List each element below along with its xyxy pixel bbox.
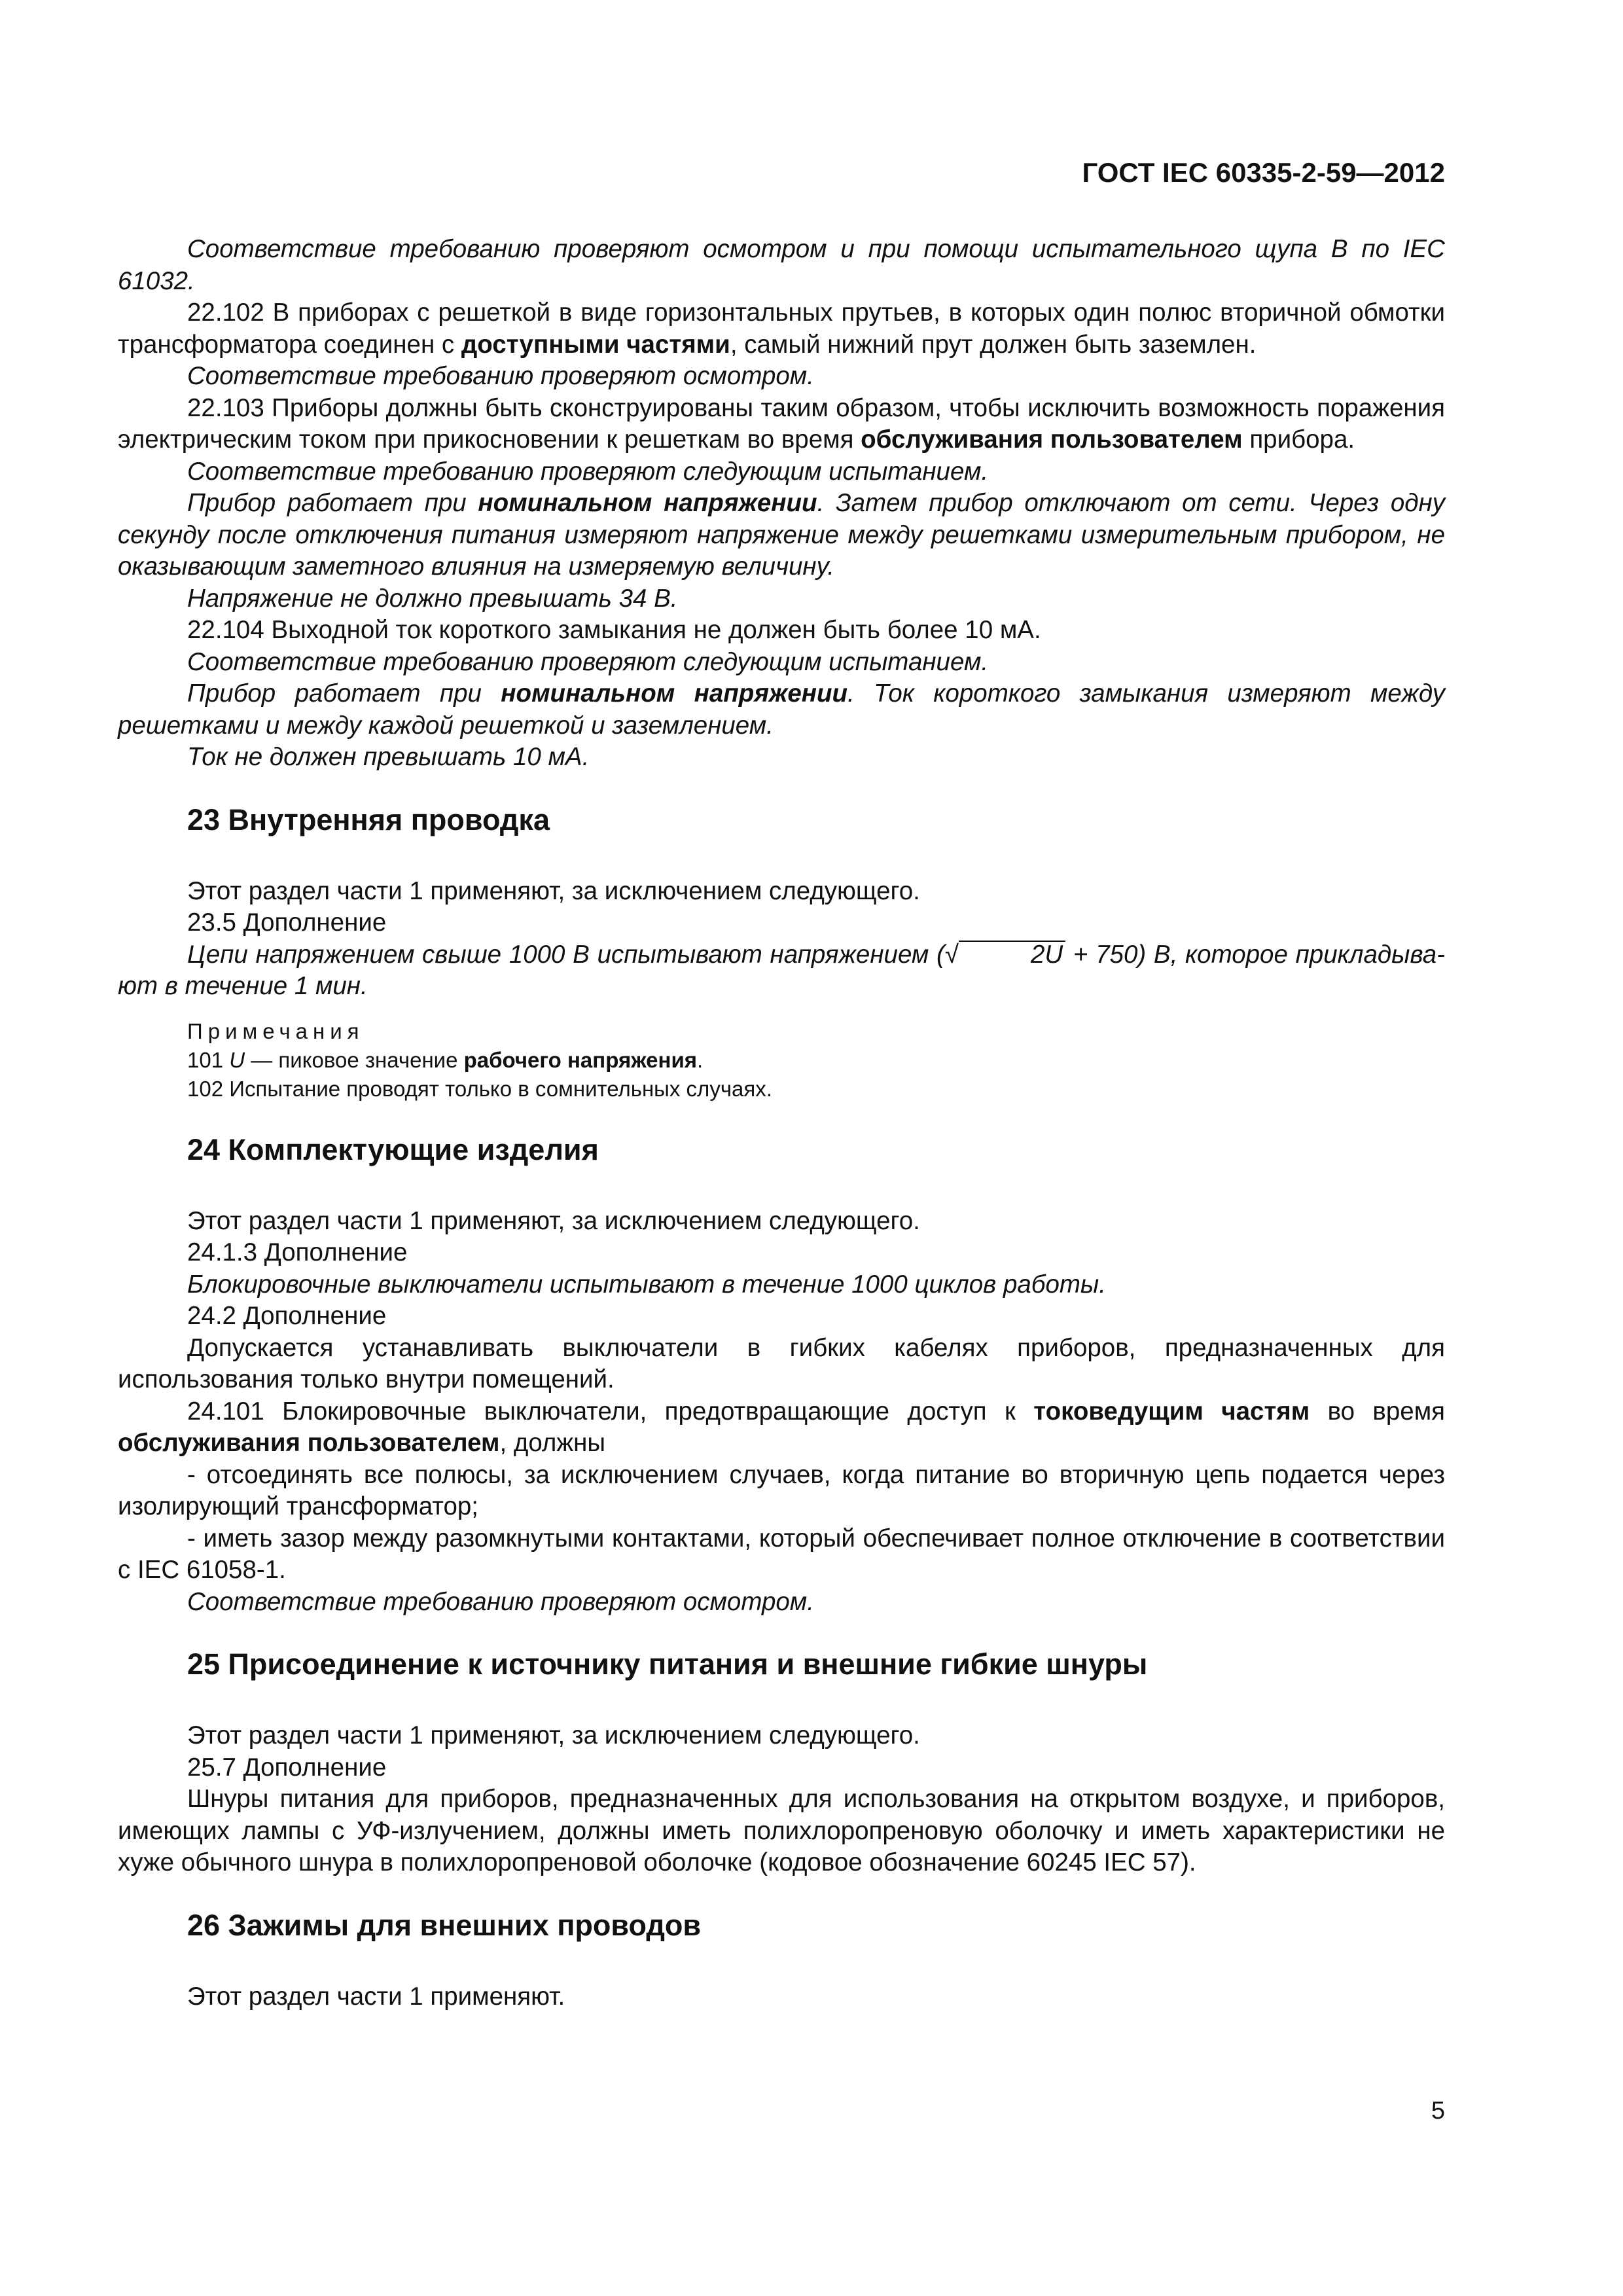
test-requirement	[118, 583, 1445, 615]
text: Соответствие требованию проверяют следующим испытанием.	[187, 457, 989, 486]
text: Прибор работает при	[187, 679, 501, 708]
section-heading-25: 25 Присоединение к источнику питания и внешние гибкие шнуры	[187, 1647, 1148, 1681]
text: Этот раздел части 1 применяют, за исключением следующего.	[187, 1206, 920, 1235]
paragraph	[118, 1206, 1445, 1238]
text: , самый нижний прут должен быть заземлен.	[730, 330, 1257, 359]
paragraph	[118, 876, 1445, 908]
text: 24.1.3 Дополнение	[187, 1238, 408, 1266]
text: - отсоединять все полюсы, за исключением случаев, когда питание во вторичную цепь подается через изолирующий трансформатор;	[118, 1460, 1445, 1520]
defined-term: рабочего напряжения	[463, 1047, 697, 1072]
paragraph	[118, 1333, 1445, 1396]
clause-24-101	[118, 1396, 1445, 1460]
compliance-note	[118, 361, 1445, 393]
note-102	[118, 1075, 1445, 1103]
list-item	[118, 1523, 1445, 1587]
text: Этот раздел части 1 применяют.	[187, 1982, 565, 2011]
text: Соответствие требованию проверяют осмотром.	[187, 1587, 814, 1616]
text: 102 Испытание проводят только в сомнительных случаях.	[187, 1076, 772, 1101]
text: , должны	[499, 1429, 606, 1457]
text: во время	[1310, 1397, 1446, 1426]
notes-title: Примечания	[187, 1018, 365, 1043]
section-heading-24: 24 Комплектующие изделия	[187, 1132, 599, 1166]
paragraph	[118, 234, 1445, 297]
text: .	[697, 1047, 704, 1072]
text: Соответствие требованию проверяют осмотром.	[187, 362, 814, 390]
text: 24.101 Блокировочные выключатели, предотвращающие доступ к	[187, 1397, 1034, 1426]
compliance-note	[118, 1587, 1445, 1619]
text: Соответствие требованию проверяют осмотром и при помощи испытательного щупа В по IEC 61032.	[118, 235, 1445, 295]
document-code-header: ГОСТ IEC 60335-2-59—2012	[1082, 157, 1445, 188]
text: 101	[187, 1047, 230, 1072]
clause-24-2	[118, 1300, 1445, 1333]
clause-24-1-3	[118, 1237, 1445, 1269]
text: — пиковое значение	[245, 1047, 464, 1072]
section-heading-23: 23 Внутренняя проводка	[187, 802, 550, 836]
text: Допускается устанавливать выключатели в гибких кабелях приборов, предназначенных для использования только внутри помещений.	[118, 1333, 1445, 1393]
text: 23.5 Дополнение	[187, 908, 387, 937]
text: Этот раздел части 1 применяют, за исключением следующего.	[187, 1721, 920, 1749]
clause-25-7	[118, 1752, 1445, 1784]
text: 25.7 Дополнение	[187, 1753, 387, 1782]
text: Соответствие требованию проверяют следующим испытанием.	[187, 647, 989, 676]
section-heading-26: 26 Зажимы для внешних проводов	[187, 1908, 702, 1942]
defined-term: доступными частями	[461, 330, 730, 359]
list-item	[118, 1460, 1445, 1523]
defined-term: обслуживания пользователем	[118, 1429, 500, 1457]
clause-23-5	[118, 907, 1445, 939]
text: + 750) В, которое прикладывают в течение 1 мин.	[118, 940, 1446, 1000]
text: 22.103 Приборы должны быть сконструированы таким образом, чтобы исключить возможность поражения электрическим током при прикосновении к решеткам во время	[118, 393, 1445, 454]
test-description	[118, 678, 1445, 742]
clause-22-102	[118, 297, 1445, 361]
text: . Ток короткого замыкания измеряют между решетками и между каждой решеткой и заземлением.	[118, 679, 1445, 740]
defined-term: токоведущим частям	[1033, 1397, 1310, 1426]
paragraph	[118, 1720, 1445, 1752]
text: Блокировочные выключатели испытывают в течение 1000 циклов работы.	[187, 1270, 1106, 1299]
defined-term: номинальном напряжении	[478, 489, 817, 517]
note-101	[118, 1046, 1445, 1075]
page-body	[118, 234, 1445, 2013]
text: Напряжение не должно превышать 34 В.	[187, 584, 678, 613]
text: Цепи напряжением свыше 1000 В испытывают напряжением (	[187, 940, 945, 969]
sqrt-symbol: √	[944, 940, 959, 969]
text: 22.102 В приборах с решеткой в виде горизонтальных прутьев, в которых один полюс вторичной обмотки трансформатора соединен с	[118, 298, 1445, 359]
text: 24.2 Дополнение	[187, 1302, 387, 1330]
paragraph	[118, 1269, 1445, 1301]
text: Ток не должен превышать 10 мА.	[187, 743, 590, 771]
text: - иметь зазор между разомкнутыми контактами, который обеспечивает полное отключение в соответствии с IEC 61058-1.	[118, 1524, 1445, 1584]
compliance-note	[118, 647, 1445, 679]
text: Прибор работает при	[187, 489, 478, 517]
text: Этот раздел части 1 применяют, за исключением следующего.	[187, 876, 920, 905]
paragraph	[118, 1784, 1445, 1879]
paragraph	[118, 939, 1445, 1003]
compliance-note	[118, 456, 1445, 488]
text: Шнуры питания для приборов, предназначенных для использования на открытом воздухе, и приборов, имеющих лампы с УФ-излучением, должны иметь полихлоропреновую оболочку и иметь характеристики не хуже обычного шнура в полихлоропреновой оболочке (кодовое обозначение 60245 IEC 57).	[118, 1785, 1445, 1876]
test-requirement	[118, 742, 1445, 774]
clause-22-104	[118, 615, 1445, 647]
radicand: 2U	[959, 941, 1065, 968]
page-number: 5	[1431, 2097, 1445, 2125]
text: . Затем прибор отключают от сети. Через одну секунду после отключения питания измеряют напряжение между решетками измерительным прибором, не оказывающим заметного влияния на измеряемую величину.	[118, 489, 1445, 581]
defined-term: номинальном напряжении	[501, 679, 848, 708]
variable: U	[229, 1047, 245, 1072]
test-description	[118, 488, 1445, 583]
clause-22-103	[118, 393, 1445, 456]
defined-term: обслуживания пользователем	[861, 425, 1243, 454]
text: 22.104 Выходной ток короткого замыкания не должен быть более 10 мА.	[187, 616, 1041, 644]
text: прибора.	[1242, 425, 1355, 454]
paragraph	[118, 1981, 1445, 2013]
